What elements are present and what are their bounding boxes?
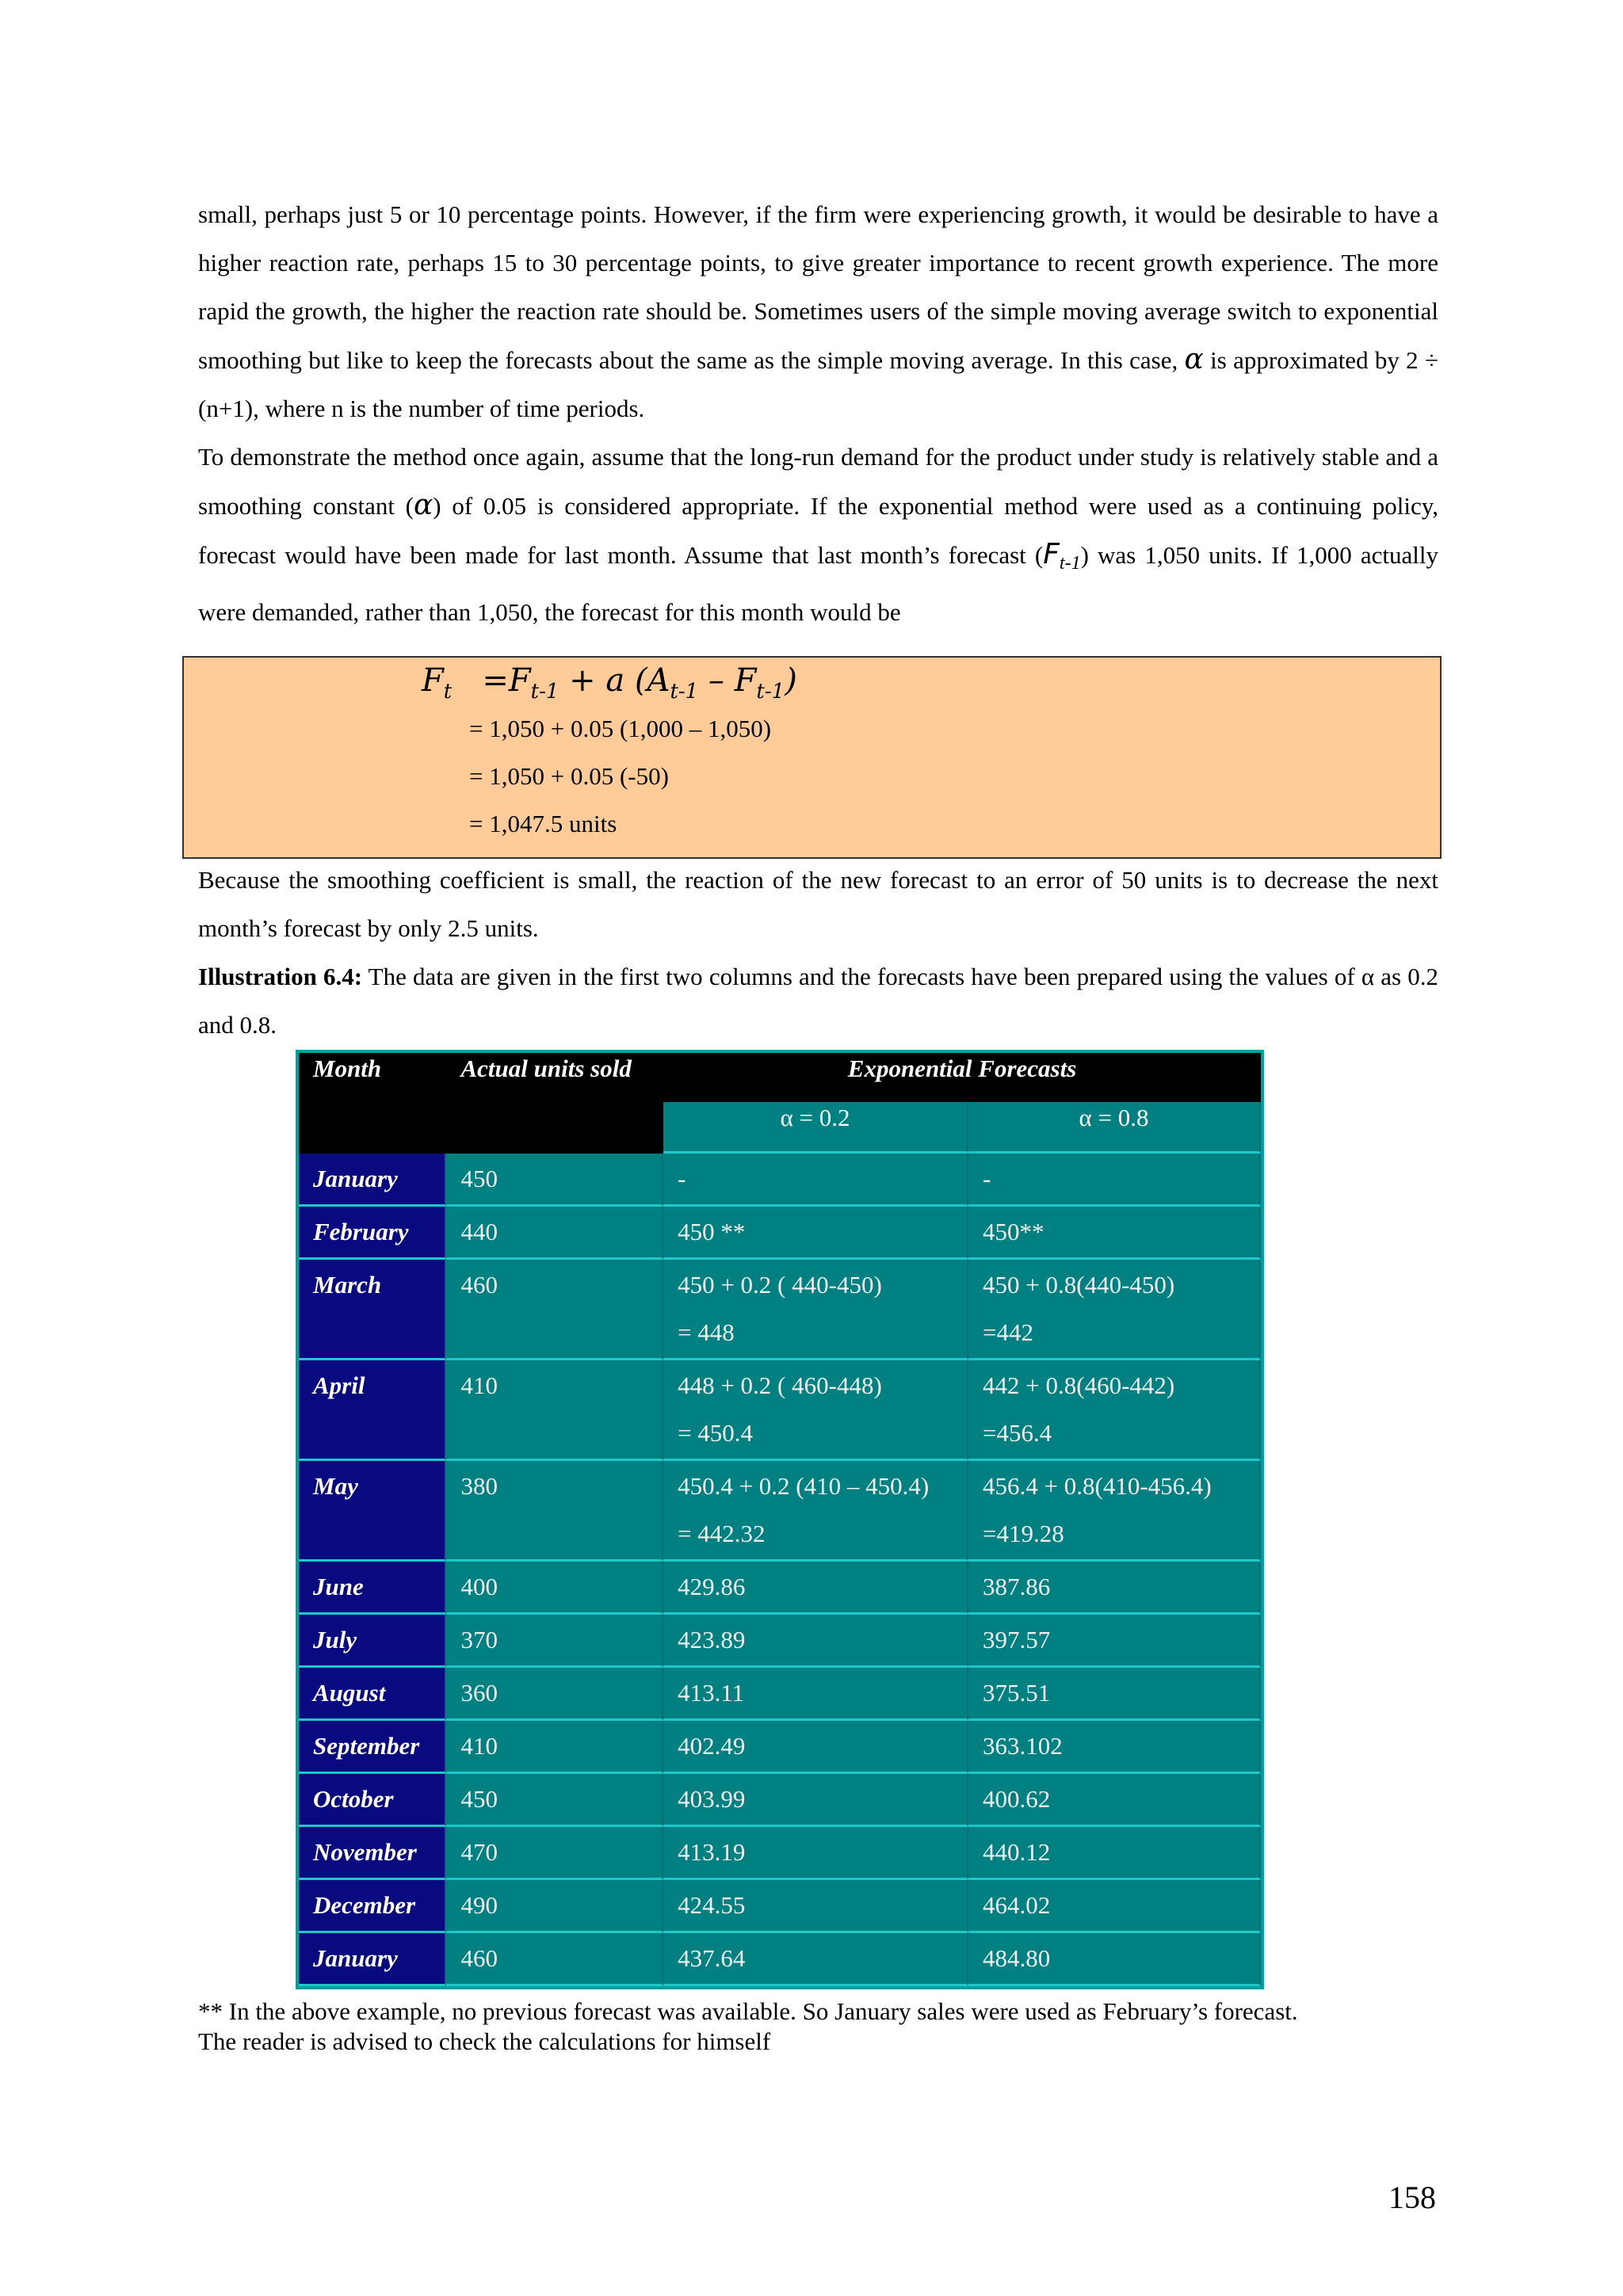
month-cell: August <box>299 1668 446 1721</box>
formula-line-1: = 1,050 + 0.05 (1,000 – 1,050) <box>469 715 772 742</box>
actual-cell: 440 <box>446 1207 663 1260</box>
forecast-02-cell: 437.64 <box>663 1933 968 1986</box>
actual-cell: 470 <box>446 1827 663 1880</box>
forecast-08-cell: 484.80 <box>968 1933 1261 1986</box>
actual-cell: 360 <box>446 1668 663 1721</box>
month-cell: June <box>299 1562 446 1615</box>
forecast-02-cell: 403.99 <box>663 1774 968 1827</box>
month-cell: May <box>299 1461 446 1562</box>
paragraph-3: Because the smoothing coefficient is small, the reaction of the new forecast to an error of 50 units is to decrease the next month’s forecast by only 2.5 units. <box>198 866 1438 942</box>
forecast-08-cell: 450 + 0.8(440-450) =442 <box>968 1260 1261 1360</box>
table-row <box>299 1880 1261 1933</box>
actual-cell: 370 <box>446 1615 663 1668</box>
forecast-02-cell: - <box>663 1154 968 1207</box>
formula-line-2: = 1,050 + 0.05 (-50) <box>469 762 669 790</box>
forecast-02-cell: 448 + 0.2 ( 460-448) = 450.4 <box>663 1360 968 1461</box>
table-row <box>299 1260 1261 1360</box>
forecast-02-cell: 450.4 + 0.2 (410 – 450.4) = 442.32 <box>663 1461 968 1562</box>
illustration-paragraph: Illustration 6.4: The data are given in the first two columns and the forecasts have been prepared using the values of α as 0.2 and 0.8. <box>198 963 1438 1039</box>
forecast-02-cell: 402.49 <box>663 1721 968 1774</box>
table-row <box>299 1562 1261 1615</box>
actual-cell: 460 <box>446 1933 663 1986</box>
forecast-08-cell: 397.57 <box>968 1615 1261 1668</box>
subheader-alpha-02: α = 0.2 <box>663 1102 968 1154</box>
formula-line-3: = 1,047.5 units <box>469 810 617 837</box>
table-row <box>299 1154 1261 1207</box>
table-row <box>299 1827 1261 1880</box>
actual-cell: 410 <box>446 1721 663 1774</box>
paragraph-1: small, perhaps just 5 or 10 percentage points. However, if the firm were experiencing growth, it would be desirable to have a higher reaction rate, perhaps 15 to 30 percentage points, to give greater importance to recent growth experience. The more rapid the growth, the higher the reaction rate should be. Sometimes users of the simple moving average switch to exponential smoothing but like to keep the forecasts about the same as the simple moving average. In this case, α is approximated by 2 ÷ (n+1), where n is the number of time periods. <box>198 200 1438 422</box>
forecast-08-cell: 450** <box>968 1207 1261 1260</box>
forecast-08-cell: 456.4 + 0.8(410-456.4) =419.28 <box>968 1461 1261 1562</box>
header-forecasts: Exponential Forecasts <box>663 1053 1261 1102</box>
after-formula-text <box>198 856 1438 1049</box>
forecast-table <box>296 1050 1264 1989</box>
table-row <box>299 1461 1261 1562</box>
alpha-symbol: α <box>1184 343 1204 376</box>
forecast-08-cell: 442 + 0.8(460-442) =456.4 <box>968 1360 1261 1461</box>
forecast-02-cell: 413.11 <box>663 1668 968 1721</box>
forecast-02-cell: 423.89 <box>663 1615 968 1668</box>
month-cell: November <box>299 1827 446 1880</box>
header-month: Month <box>299 1053 446 1154</box>
actual-cell: 380 <box>446 1461 663 1562</box>
table-row <box>299 1721 1261 1774</box>
forecast-02-cell: 424.55 <box>663 1880 968 1933</box>
actual-cell: 450 <box>446 1774 663 1827</box>
header-actual: Actual units sold <box>446 1053 663 1154</box>
forecast-02-cell: 413.19 <box>663 1827 968 1880</box>
table-row <box>299 1933 1261 1986</box>
body-text <box>198 190 1438 636</box>
footnote <box>198 1997 1466 2057</box>
table-row <box>299 1668 1261 1721</box>
table-row <box>299 1774 1261 1827</box>
month-cell: February <box>299 1207 446 1260</box>
table-row <box>299 1360 1261 1461</box>
month-cell: January <box>299 1933 446 1986</box>
paragraph-2: To demonstrate the method once again, assume that the long-run demand for the product under study is relatively stable and a smoothing constant (α) of 0.05 is considered appropriate. If the exponential method were used as a continuing policy, forecast would have been made for last month. Assume that last month’s forecast $(F_{t-1})$ was 1,050 units. If 1,000 actually were demanded, rather than 1,050, the forecast for this month would be <box>198 443 1438 627</box>
table-header-row <box>299 1053 1261 1102</box>
forecast-08-cell: 363.102 <box>968 1721 1261 1774</box>
month-cell: July <box>299 1615 446 1668</box>
formula-box <box>182 656 1442 859</box>
subheader-alpha-08: α = 0.8 <box>968 1102 1261 1154</box>
actual-cell: 450 <box>446 1154 663 1207</box>
forecast-08-cell: - <box>968 1154 1261 1207</box>
month-cell: October <box>299 1774 446 1827</box>
forecast-08-cell: 387.86 <box>968 1562 1261 1615</box>
footnote-line-2: The reader is advised to check the calculations for himself <box>198 2027 771 2055</box>
page-number: 158 <box>1388 2180 1436 2215</box>
actual-cell: 410 <box>446 1360 663 1461</box>
month-cell: September <box>299 1721 446 1774</box>
month-cell: April <box>299 1360 446 1461</box>
footnote-line-1: ** In the above example, no previous forecast was available. So January sales were used as February’s forecast. <box>198 1997 1298 2025</box>
actual-cell: 400 <box>446 1562 663 1615</box>
forecast-08-cell: 400.62 <box>968 1774 1261 1827</box>
month-cell: March <box>299 1260 446 1360</box>
forecast-08-cell: 375.51 <box>968 1668 1261 1721</box>
actual-cell: 490 <box>446 1880 663 1933</box>
table-row <box>299 1615 1261 1668</box>
alpha-symbol: α <box>413 489 433 521</box>
forecast-02-cell: 450 + 0.2 ( 440-450) = 448 <box>663 1260 968 1360</box>
table-row <box>299 1207 1261 1260</box>
illustration-label: Illustration 6.4: <box>198 963 363 990</box>
forecast-08-cell: 464.02 <box>968 1880 1261 1933</box>
actual-cell: 460 <box>446 1260 663 1360</box>
forecast-08-cell: 440.12 <box>968 1827 1261 1880</box>
forecast-02-cell: 450 ** <box>663 1207 968 1260</box>
forecast-02-cell: 429.86 <box>663 1562 968 1615</box>
month-cell: January <box>299 1154 446 1207</box>
month-cell: December <box>299 1880 446 1933</box>
formula-main: $F_t$ $=F_{t-1} + a$ $(A_{t-1} - F_{t-1})$ <box>422 662 797 704</box>
